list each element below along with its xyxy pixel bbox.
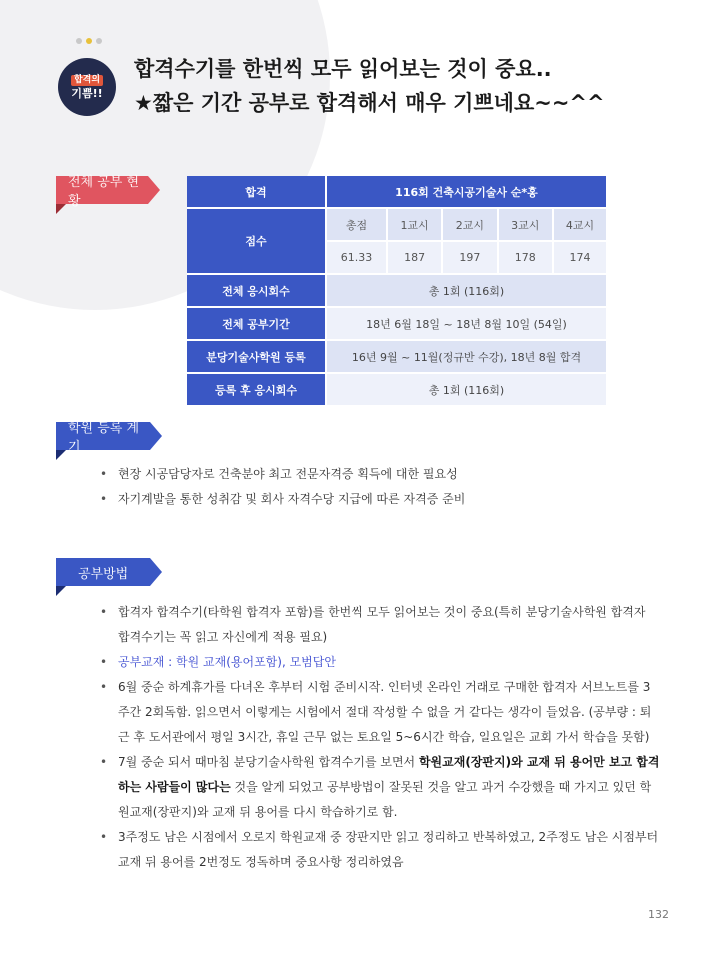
section-label-reason: 학원 등록 계기 <box>56 422 150 450</box>
score-value: 197 <box>443 242 498 275</box>
study-status-table <box>187 176 606 407</box>
list-item: • 자기계발을 통한 성취감 및 회사 자격수당 지급에 따른 자격증 준비 <box>100 487 660 512</box>
score-value: 178 <box>499 242 554 275</box>
page-number: 132 <box>648 908 669 921</box>
title-line1: 합격수기를 한번씩 모두 읽어보는 것이 중요.. <box>134 57 552 81</box>
page-title <box>134 52 694 120</box>
table-value-attempts-after: 총 1회 (116회) <box>327 374 606 407</box>
table-header-attempts-after: 등록 후 응시회수 <box>187 374 327 407</box>
score-header: 1교시 <box>388 209 443 242</box>
section-label-method: 공부방법 <box>56 558 150 586</box>
table-row <box>187 374 606 407</box>
table-row <box>187 275 606 308</box>
decorative-dots <box>76 38 102 44</box>
method-list <box>100 600 660 875</box>
table-header-attempts: 전체 응시회수 <box>187 275 327 308</box>
list-item-highlight: • 공부교재 : 학원 교재(용어포함), 모범답안 <box>100 650 660 675</box>
table-row <box>187 176 606 209</box>
dot-icon <box>86 38 92 44</box>
table-header-period: 전체 공부기간 <box>187 308 327 341</box>
table-value-pass: 116회 건축시공기술사 순*홍 <box>327 176 606 209</box>
table-value-registration: 16년 9월 ~ 11월(정규반 수강), 18년 8월 합격 <box>327 341 606 374</box>
emphasis-text: 학원교재(장판지)와 교재 뒤 용어만 보고 합격하는 사람들이 많다는 <box>118 755 660 794</box>
list-item <box>100 750 660 825</box>
score-value: 174 <box>554 242 606 275</box>
dot-icon <box>96 38 102 44</box>
score-header: 3교시 <box>499 209 554 242</box>
score-header: 4교시 <box>554 209 606 242</box>
table-value-attempts: 총 1회 (116회) <box>327 275 606 308</box>
table-value-period: 18년 6월 18일 ~ 18년 8월 10일 (54일) <box>327 308 606 341</box>
score-value: 61.33 <box>327 242 388 275</box>
table-row <box>187 341 606 374</box>
text-segment: 것을 알게 되었고 공부방법이 잘못된 것을 알고 과거 수강했을 때 가지고 있던 학원교재(장판지)와 교재 뒤 용어를 다시 학습하기로 함. <box>118 780 652 819</box>
table-row <box>187 308 606 341</box>
score-header: 총점 <box>327 209 388 242</box>
reason-list <box>100 462 660 512</box>
list-item: • 6월 중순 하계휴가를 다녀온 후부터 시험 준비시작. 인터넷 온라인 거래로 구매한 합격자 서브노트를 3주간 2회독함. 읽으면서 이렇게는 시험에서 절대 작성할 수 없을 거 같다는 생각이 들었음. (공부량 : 퇴근 후 도서관에서 평일 3시간, 휴일 근무 없는 토요일 5~6시간 학습, 일요일은 교회 가서 학습을 못함) <box>100 675 660 750</box>
list-item: • 합격자 합격수기(타학원 합격자 포함)를 한번씩 모두 읽어보는 것이 중요(특히 분당기술사학원 합격자 합격수기는 꼭 읽고 자신에게 적용 필요) <box>100 600 660 650</box>
logo-line1: 합격의 <box>71 75 103 86</box>
text-segment: 7월 중순 되서 때마침 분당기술사학원 합격수기를 보면서 <box>118 755 419 769</box>
score-header: 2교시 <box>443 209 498 242</box>
section-label-status: 전체 공부 현황 <box>56 176 148 204</box>
table-header-registration: 분당기술사학원 등록 <box>187 341 327 374</box>
table-header-score: 점수 <box>187 209 327 275</box>
table-header-pass: 합격 <box>187 176 327 209</box>
logo-badge <box>58 58 116 116</box>
logo-line2: 기쁨!! <box>71 87 103 100</box>
list-item: • 3주정도 남은 시점에서 오로지 학원교재 중 장판지만 읽고 정리하고 반복하였고, 2주정도 남은 시점부터 교재 뒤 용어를 2번정도 정독하며 중요사항 정리하였음 <box>100 825 660 875</box>
dot-icon <box>76 38 82 44</box>
title-line2: ★짧은 기간 공부로 합격해서 매우 기쁘네요~~^^ <box>134 91 605 115</box>
table-row <box>187 209 606 242</box>
score-value: 187 <box>388 242 443 275</box>
list-item: • 현장 시공담당자로 건축분야 최고 전문자격증 획득에 대한 필요성 <box>100 462 660 487</box>
